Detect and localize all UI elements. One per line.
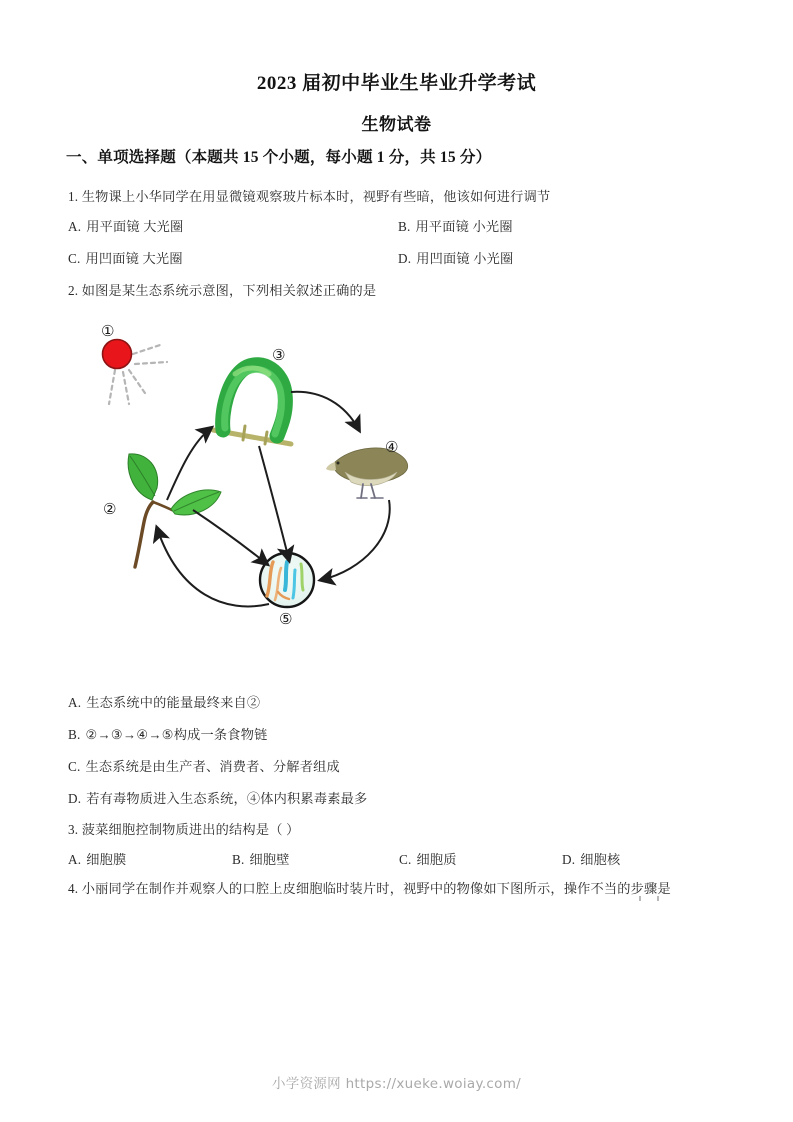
page-subtitle: 生物试卷 [361, 115, 432, 134]
option-text: 细胞壁 [249, 852, 290, 867]
question-3-stem: 3. 菠菜细胞控制物质进出的结构是（ ） [68, 822, 300, 837]
option-label: C. [68, 251, 81, 266]
question-1-option-a[interactable] [68, 216, 183, 235]
question-3-option-d[interactable] [562, 849, 620, 868]
sun-icon [103, 340, 132, 369]
option-text: 用平面镜 大光圈 [86, 219, 184, 234]
option-label: B. [232, 852, 245, 867]
question-2-option-c[interactable] [68, 756, 340, 775]
question-4-stem: 4. 小丽同学在制作并观察人的口腔上皮细胞临时装片时，视野中的物像如下图所示，操作不当的步骤是 [68, 881, 671, 896]
option-label: D. [68, 791, 82, 806]
option-text: 用平面镜 小光圈 [415, 219, 513, 234]
question-2-stem: 2. 如图是某生态系统示意图，下列相关叙述正确的是 [68, 283, 377, 298]
option-text: 细胞质 [416, 852, 457, 867]
arrow-bird-to-decomposer [321, 500, 390, 580]
ecosystem-diagram [95, 322, 425, 642]
arrow-plant-to-decomposer [193, 510, 267, 564]
question-3-option-a[interactable] [68, 849, 126, 868]
figure-label-3: ③ [272, 346, 286, 364]
question-1-option-b[interactable] [398, 216, 513, 235]
option-label: A. [68, 219, 82, 234]
arrow-caterpillar-to-bird [291, 392, 359, 430]
question-2-option-b[interactable] [68, 724, 267, 743]
option-text: ②→③→④→⑤构成一条食物链 [85, 727, 268, 742]
scan-artifact [657, 896, 659, 901]
question-3-option-c[interactable] [399, 849, 457, 868]
question-2-option-d[interactable] [68, 788, 367, 807]
arrow-plant-to-caterpillar [167, 428, 211, 500]
plant-icon [128, 454, 221, 567]
question-3-option-b[interactable] [232, 849, 290, 868]
figure-label-1: ① [101, 322, 115, 340]
option-label: C. [68, 759, 81, 774]
option-text: 若有毒物质进入生态系统，④体内积累毒素最多 [86, 791, 368, 806]
option-label: D. [562, 852, 576, 867]
option-text: 生态系统中的能量最终来自② [86, 695, 261, 710]
question-1-option-c[interactable] [68, 248, 183, 267]
option-label: D. [398, 251, 412, 266]
option-label: A. [68, 852, 82, 867]
option-text: 细胞膜 [86, 852, 127, 867]
figure-label-5: ⑤ [279, 610, 293, 628]
arrow-decomposer-to-plant [157, 528, 269, 606]
section-heading: 一、单项选择题（本题共 15 个小题，每小题 1 分，共 15 分） [66, 149, 492, 166]
option-text: 用凹面镜 小光圈 [416, 251, 514, 266]
option-label: B. [398, 219, 411, 234]
watermark: 小学资源网 https://xueke.woiay.com/ [271, 1076, 522, 1092]
question-2-option-a[interactable] [68, 692, 260, 711]
option-text: 生态系统是由生产者、消费者、分解者组成 [85, 759, 340, 774]
scan-artifact [639, 896, 641, 901]
figure-label-4: ④ [385, 438, 399, 456]
option-label: A. [68, 695, 82, 710]
arrow-caterpillar-to-decomposer [259, 446, 289, 560]
question-1-stem: 1. 生物课上小华同学在用显微镜观察玻片标本时，视野有些暗，他该如何进行调节 [68, 189, 551, 204]
caterpillar-icon [213, 365, 291, 444]
option-text: 用凹面镜 大光圈 [85, 251, 183, 266]
option-text: 细胞核 [580, 852, 621, 867]
question-1-option-d[interactable] [398, 248, 513, 267]
decomposer-icon [260, 553, 314, 607]
option-label: B. [68, 727, 81, 742]
page-title: 2023 届初中毕业生毕业升学考试 [256, 73, 537, 94]
figure-label-2: ② [103, 500, 117, 518]
option-label: C. [399, 852, 412, 867]
